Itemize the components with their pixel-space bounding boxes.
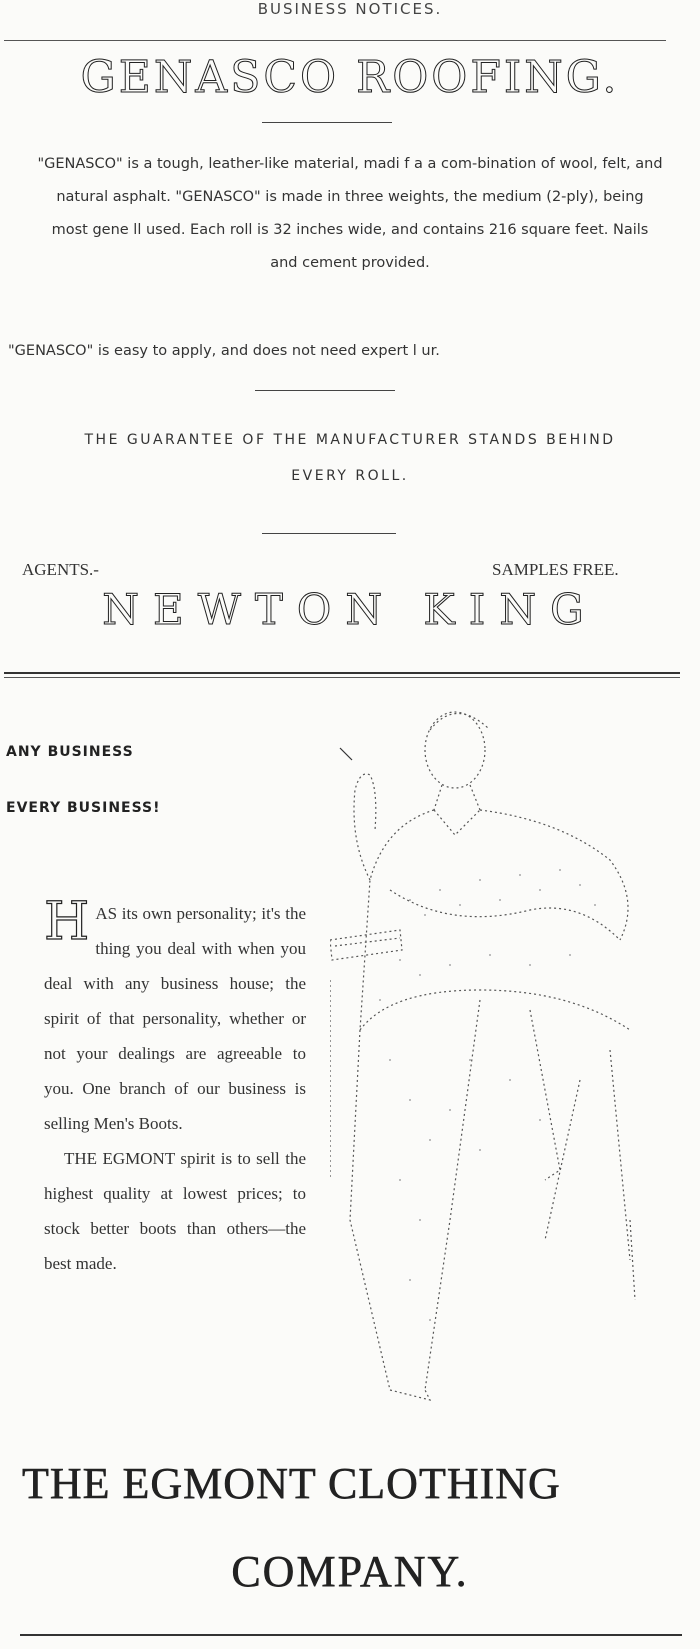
section-header: BUSINESS NOTICES. (257, 0, 443, 18)
egmont-company-name-line-1: THE EGMONT CLOTHING (22, 1459, 561, 1508)
section-divider-bottom (4, 677, 680, 678)
egmont-paragraph-1: AS its own personality; it's the thing you deal with when you deal with any business house; the spirit of that personality, whether or not your dealings are agreeable to you. One branch of our business is selling Men's Boots. (44, 904, 306, 1133)
egmont-paragraph-2: THE EGMONT spirit is to sell the highest quality at lowest prices; to stock better boots than others—the best made. (44, 1149, 306, 1273)
genasco-application-note: "GENASCO" is easy to apply, and does not need expert l ur. (8, 343, 440, 359)
divider-2 (262, 533, 396, 534)
genasco-description: "GENASCO" is a tough, leather-like material, madi f a a com-bination of wool, felt, and natural asphalt. "GENASCO" is made in three weights, the medium (2-ply), being most gene ll used. Each roll is 32 inches wide, and contains 216 square feet. Nails and cement provided. (37, 156, 663, 271)
egmont-company-name-line-2: COMPANY. (231, 1547, 469, 1596)
divider-1 (255, 390, 395, 391)
header-rule (4, 40, 666, 41)
section-divider-top (4, 672, 680, 674)
newton-king-name: NEWTON KING (102, 585, 598, 634)
egmont-advert-text (44, 892, 306, 1281)
dropcap-letter: H (44, 892, 90, 952)
samples-label: SAMPLES FREE. (492, 560, 619, 579)
genasco-title: GENASCO ROOFING. (80, 52, 620, 103)
title-divider (262, 122, 392, 123)
guarantee-line-2: EVERY ROLL. (291, 468, 409, 484)
seated-man-illustration (330, 700, 680, 1440)
tagline-any-business: ANY BUSINESS (6, 744, 134, 760)
agents-label: AGENTS.- (22, 560, 99, 579)
bottom-rule (20, 1634, 682, 1636)
illustration-head (425, 712, 485, 788)
tagline-every-business: EVERY BUSINESS! (6, 800, 161, 816)
guarantee-line-1: THE GUARANTEE OF THE MANUFACTURER STANDS BEHIND (84, 432, 616, 448)
